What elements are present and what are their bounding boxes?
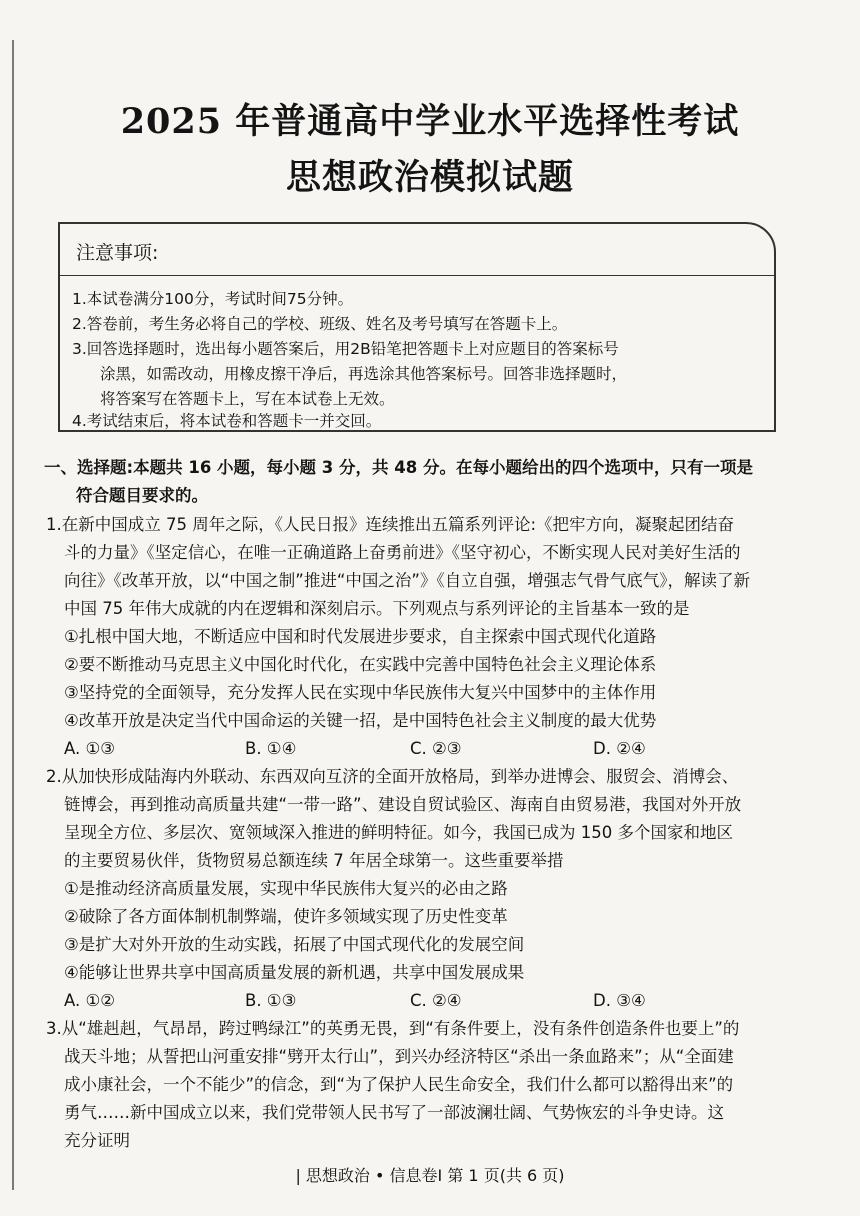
- q1-stem-line: 1.在新中国成立 75 周年之际，《人民日报》连续推出五篇系列评论:《把牢方向，凝聚起团结奋: [46, 515, 735, 534]
- notice-item: 将答案写在答题卡上，写在本试卷上无效。: [100, 390, 395, 408]
- notice-item: 2.答卷前，考生务必将自己的学校、班级、姓名及考号填写在答题卡上。: [72, 315, 568, 333]
- left-margin-rule: [12, 40, 14, 1190]
- q2-option-d: D. ③④: [593, 991, 646, 1010]
- notice-item: 3.回答选择题时，选出每小题答案后，用2B铅笔把答题卡上对应题目的答案标号: [72, 340, 619, 358]
- q3-stem-line: 战天斗地；从誓把山河重安排“劈开太行山”，到兴办经济特区“杀出一条血路来”；从“全面建: [64, 1047, 734, 1066]
- q2-statement: ②破除了各方面体制机制弊端，使许多领域实现了历史性变革: [64, 907, 508, 926]
- q2-option-b: B. ①③: [245, 991, 297, 1010]
- exam-subtitle: 思想政治模拟试题: [285, 157, 574, 198]
- q2-stem-line: 2.从加快形成陆海内外联动、东西双向互济的全面开放格局，到举办进博会、服贸会、消博会、: [46, 767, 739, 786]
- q2-statement: ①是推动经济高质量发展，实现中华民族伟大复兴的必由之路: [64, 879, 508, 898]
- q1-stem-line: 中国 75 年伟大成就的内在逻辑和深刻启示。下列观点与系列评论的主旨基本一致的是: [64, 599, 690, 618]
- q2-option-c: C. ②④: [410, 991, 462, 1010]
- notice-item: 4.考试结束后，将本试卷和答题卡一并交回。: [72, 412, 382, 430]
- exam-title: 2025 年普通高中学业水平选择性考试: [120, 101, 740, 142]
- q1-stem-line: 向往》《改革开放，以“中国之制”推进“中国之治”》《自立自强，增强志气骨气底气》，解读了新: [64, 571, 750, 590]
- notice-box: [58, 222, 776, 432]
- q1-statement: ③坚持党的全面领导，充分发挥人民在实现中华民族伟大复兴中国梦中的主体作用: [64, 683, 657, 702]
- q3-stem-line: 勇气……新中国成立以来，我们党带领人民书写了一部波澜壮阔、气势恢宏的斗争史诗。这: [64, 1103, 724, 1122]
- q1-option-a: A. ①③: [64, 739, 116, 758]
- page-footer: | 思想政治 • 信息卷Ⅰ 第 1 页(共 6 页): [295, 1166, 565, 1185]
- notice-item: 1.本试卷满分100分，考试时间75分钟。: [72, 290, 354, 308]
- q1-stem-line: 斗的力量》《坚定信心，在唯一正确道路上奋勇前进》《坚守初心，不断实现人民对美好生活的: [64, 543, 741, 562]
- q2-stem-line: 呈现全方位、多层次、宽领域深入推进的鲜明特征。如今，我国已成为 150 多个国家和地区: [64, 823, 733, 842]
- q2-stem-line: 的主要贸易伙伴，货物贸易总额连续 7 年居全球第一。这些重要举措: [64, 851, 564, 870]
- q1-statement: ②要不断推动马克思主义中国化时代化，在实践中完善中国特色社会主义理论体系: [64, 655, 657, 674]
- q2-stem-line: 链博会，再到推动高质量共建“一带一路”、建设自贸试验区、海南自由贸易港，我国对外开放: [64, 795, 742, 814]
- notice-item: 涂黑，如需改动，用橡皮擦干净后，再选涂其他答案标号。回答非选择题时，: [100, 365, 628, 383]
- section-heading-cont: 符合题目要求的。: [76, 486, 208, 505]
- q1-statement: ①扎根中国大地，不断适应中国和时代发展进步要求，自主探索中国式现代化道路: [64, 627, 657, 646]
- q1-option-c: C. ②③: [410, 739, 462, 758]
- notice-header: [60, 224, 774, 276]
- q1-option-d: D. ②④: [593, 739, 646, 758]
- section-heading: 一、选择题:本题共 16 小题，每小题 3 分，共 48 分。在每小题给出的四个选项中，只有一项是: [44, 458, 753, 477]
- q1-option-b: B. ①④: [245, 739, 297, 758]
- q3-stem-line: 成小康社会，一个不能少”的信念，到“为了保护人民生命安全，我们什么都可以豁得出来”的: [64, 1075, 734, 1094]
- q1-statement: ④改革开放是决定当代中国命运的关键一招，是中国特色社会主义制度的最大优势: [64, 711, 657, 730]
- q2-statement: ③是扩大对外开放的生动实践，拓展了中国式现代化的发展空间: [64, 935, 525, 954]
- q3-stem-line: 3.从“雄赳赳，气昂昂，跨过鸭绿江”的英勇无畏，到“有条件要上，没有条件创造条件也要上”的: [46, 1019, 740, 1038]
- q3-stem-line: 充分证明: [64, 1131, 130, 1150]
- notice-heading: 注意事项:: [76, 242, 159, 264]
- q2-option-a: A. ①②: [64, 991, 116, 1010]
- q2-statement: ④能够让世界共享中国高质量发展的新机遇，共享中国发展成果: [64, 963, 525, 982]
